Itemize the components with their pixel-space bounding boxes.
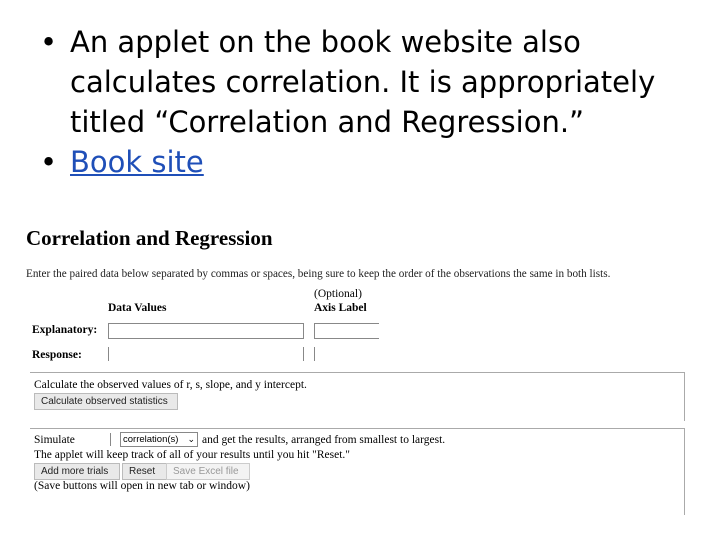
calculate-text: Calculate the observed values of r, s, slope, and y intercept. [34,379,307,391]
explanatory-data-input[interactable] [108,323,304,339]
add-trials-button[interactable]: Add more trials [34,463,120,480]
bullet-applet [40,22,700,142]
statistic-select-value: correlation(s) [123,434,179,445]
axis-label-header: Axis Label [314,302,367,314]
response-data-input[interactable] [108,347,304,361]
response-label: Response: [32,349,82,361]
track-text: The applet will keep track of all of your results until you hit "Reset." [34,449,350,461]
simulate-count-input[interactable] [82,433,111,446]
bullet-dot: • [40,145,58,179]
calculate-button[interactable]: Calculate observed statistics [34,393,178,410]
book-site-link[interactable]: Book site [70,145,204,179]
save-note-text: (Save buttons will open in new tab or window) [34,480,250,492]
response-axis-input[interactable] [314,347,379,361]
data-values-header: Data Values [108,302,167,314]
explanatory-axis-input[interactable] [314,323,379,339]
slide-bullets [40,22,700,182]
applet-title: Correlation and Regression [26,226,273,250]
explanatory-label: Explanatory: [32,324,98,336]
simulate-text: and get the results, arranged from smallest to largest. [202,434,446,446]
bullet-book-site [40,142,700,182]
statistic-select[interactable] [120,432,198,447]
calculate-panel [30,372,685,421]
bullet-dot: • [40,25,58,59]
reset-button[interactable]: Reset [122,463,170,480]
applet-screenshot [26,226,690,516]
bullet-applet-text: An applet on the book website also calculates correlation. It is appropriately titled “Correlation and Regression.” [70,25,656,139]
simulate-panel [30,428,685,515]
save-excel-button[interactable]: Save Excel file [166,463,250,480]
instructions-text: Enter the paired data below separated by commas or spaces, being sure to keep the order of the observations the same in both lists. [26,268,611,280]
chevron-down-icon: ⌄ [187,434,195,444]
optional-label: (Optional) [314,288,362,300]
simulate-label: Simulate [34,434,75,446]
